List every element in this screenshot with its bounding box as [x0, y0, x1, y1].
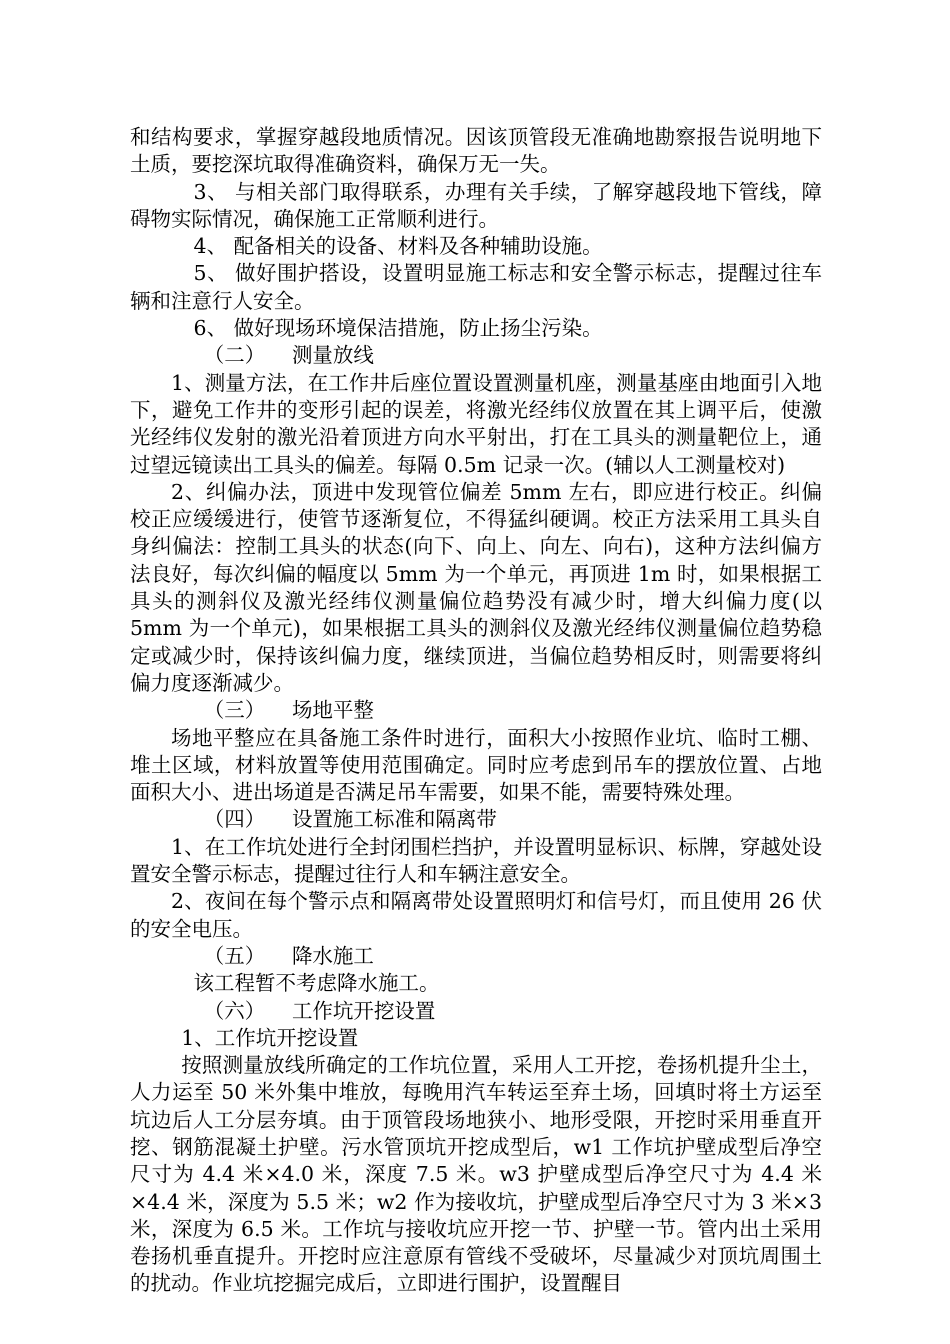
paragraph-signage-2: 2、夜间在每个警示点和隔离带处设置照明灯和信号灯，而且使用 26 伏的安全电压。 [130, 889, 822, 941]
paragraph-item-6: 6、 做好现场环境保洁措施，防止扬尘污染。 [193, 316, 603, 341]
section-number: （五） [203, 943, 266, 968]
section-number: （六） [203, 998, 266, 1023]
paragraph-item-5: 5、 做好围护搭设，设置明显施工标志和安全警示标志，提醒过往车辆和注意行人安全。 [130, 261, 822, 313]
paragraph-pit-excavation: 按照测量放线所确定的工作坑位置，采用人工开挖，卷扬机提升尘土，人力运至 50 米外集中堆放，每晚用汽车转运至弃土场，回填时将土方运至坑边后人工分层夯填。由于顶管段场地狭小、地形受限，开挖时采用垂直开挖、钢筋混凝土护壁。污水管顶坑开挖成型后，w1 工作坑护壁成型后净空尺寸为 4.4 米×4.0 米，深度 7.5 米。w3 护壁成型后净空尺寸为 4.4 米×4.4 米，深度为 5.5 米；w2 作为接收坑，护壁成型后净空尺寸为 3 米×3 米，深度为 6.5 米。工作坑与接收坑应开挖一节、护壁一节。管内出土采用卷扬机垂直提升。开挖时应注意原有管线不受破坏，尽量减少对顶坑周围土的扰动。作业坑挖掘完成后，立即进行围护，设置醒目 [130, 1053, 822, 1296]
paragraph-correction-method: 2、纠偏办法，顶进中发现管位偏差 5mm 左右，即应进行校正。纠偏校正应缓缓进行，使管节逐渐复位，不得猛纠硬调。校正方法采用工具头自身纠偏法：控制工具头的状态(向下、向上、向左、向右)，这种方法纠偏方法良好，每次纠偏的幅度以 5mm 为一个单元，再顶进 1m 时，如果根据工具头的测斜仪及激光经纬仪测量偏位趋势没有减少时，增大纠偏力度(以 5mm 为一个单元)，如果根据工具头的测斜仪及激光经纬仪测量偏位趋势稳定或减少时，保持该纠偏力度，继续顶进，当偏位趋势相反时，则需要将纠偏力度逐渐减少。 [130, 479, 822, 695]
paragraph-signage-1: 1、在工作坑处进行全封闭围栏挡护，并设置明显标识、标牌，穿越处设置安全警示标志，提醒过往行人和车辆注意安全。 [130, 834, 822, 887]
paragraph-item-4: 4、 配备相关的设备、材料及各种辅助设施。 [193, 234, 603, 259]
paragraph-pit-subheading: 1、工作坑开挖设置 [181, 1025, 359, 1050]
section-title: 降水施工 [291, 943, 374, 968]
section-title: 工作坑开挖设置 [291, 998, 436, 1023]
section-title: 场地平整 [291, 698, 374, 723]
section-title: 测量放线 [291, 343, 374, 368]
paragraph-item-3: 3、 与相关部门取得联系，办理有关手续，了解穿越段地下管线，障碍物实际情况，确保施工正常顺利进行。 [130, 179, 822, 231]
paragraph-site-leveling: 场地平整应在具备施工条件时进行，面积大小按照作业坑、临时工棚、堆土区域，材料放置等使用范围确定。同时应考虑到吊车的摆放位置、占地面积大小、进出场道是否满足吊车需要，如果不能，需要特殊处理。 [130, 725, 822, 805]
paragraph-measure-method: 1、测量方法，在工作井后座位置设置测量机座，测量基座由地面引入地下，避免工作井的变形引起的误差，将激光经纬仪放置在其上调平后，使激光经纬仪发射的激光沿着顶进方向水平射出，打在工具头的测量靶位上，通过望远镜读出工具头的偏差。每隔 0.5m 记录一次。(辅以人工测量校对) [130, 370, 822, 477]
section-heading-dewatering [130, 943, 822, 970]
document-body [130, 124, 822, 1298]
paragraph-continuation: 和结构要求，掌握穿越段地质情况。因该顶管段无准确地勘察报告说明地下土质，要挖深坑取得准确资料，确保万无一失。 [130, 125, 822, 177]
section-heading-pit-excavation [130, 998, 822, 1025]
paragraph-dewatering: 该工程暂不考虑降水施工。 [193, 971, 440, 996]
section-title: 设置施工标准和隔离带 [291, 807, 497, 832]
section-number: （四） [203, 807, 266, 832]
section-heading-measurement [130, 342, 822, 369]
section-number: （三） [203, 698, 266, 723]
section-heading-signage [130, 806, 822, 833]
section-number: （二） [203, 343, 266, 368]
section-heading-site-leveling [130, 697, 822, 724]
